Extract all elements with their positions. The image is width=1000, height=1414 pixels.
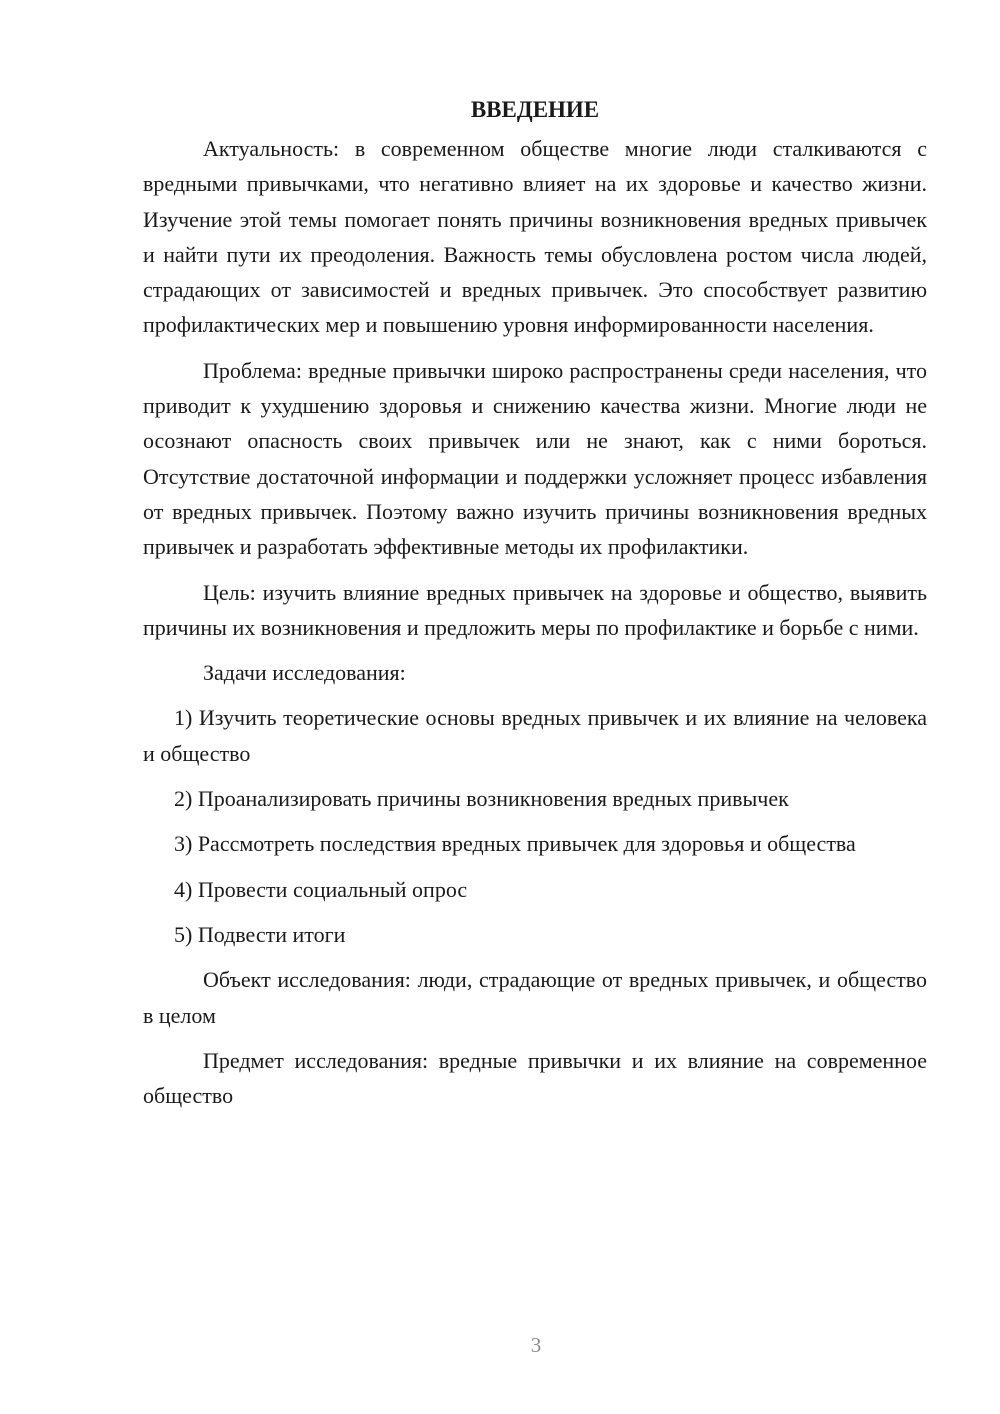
- paragraph-goal: Цель: изучить влияние вредных привычек на здоровье и общество, выявить причины их возникновения и предложить меры по профилактике и борьбе с ними.: [143, 579, 927, 640]
- paragraph-problem: Проблема: вредные привычки широко распространены среди населения, что приводит к ухудшению здоровья и снижению качества жизни. Многие люди не осознают опасность своих привычек или не знают, как с ними бороться. Отсутствие достаточной информации и поддержки усложняет процесс избавления от вредных привычек. Поэтому важно изучить причины возникновения вредных привычек и разработать эффективные методы их профилактики.: [143, 357, 927, 560]
- page-number: 3: [530, 1333, 542, 1357]
- paragraph-relevance: Актуальность: в современном обществе многие люди сталкиваются с вредными привычками, что негативно влияет на их здоровье и качество жизни. Изучение этой темы помогает понять причины возникновения вредных привычек и найти пути их преодоления. Важность темы обусловлена ростом числа людей, страдающих от зависимостей и вредных привычек. Это способствует развитию профилактических мер и повышению уровня информированности населения.: [143, 136, 927, 338]
- section-title: ВВЕДЕНИЕ: [470, 97, 600, 122]
- task-item-1: 1) Изучить теоретические основы вредных привычек и их влияние на человека и общество: [143, 705, 927, 766]
- task-item-5: 5) Подвести итоги: [174, 921, 346, 947]
- paragraph-tasks-heading: Задачи исследования:: [203, 660, 406, 686]
- page-content: [143, 92, 927, 1123]
- task-item-4: 4) Провести социальный опрос: [174, 876, 468, 902]
- task-item-3: 3) Рассмотреть последствия вредных привычек для здоровья и общества: [174, 831, 856, 857]
- task-item-2: 2) Проанализировать причины возникновения вредных привычек: [174, 786, 789, 812]
- paragraph-object: Объект исследования: люди, страдающие от вредных привычек, и общество в целом: [143, 967, 927, 1028]
- paragraph-subject: Предмет исследования: вредные привычки и их влияние на современное общество: [143, 1047, 927, 1109]
